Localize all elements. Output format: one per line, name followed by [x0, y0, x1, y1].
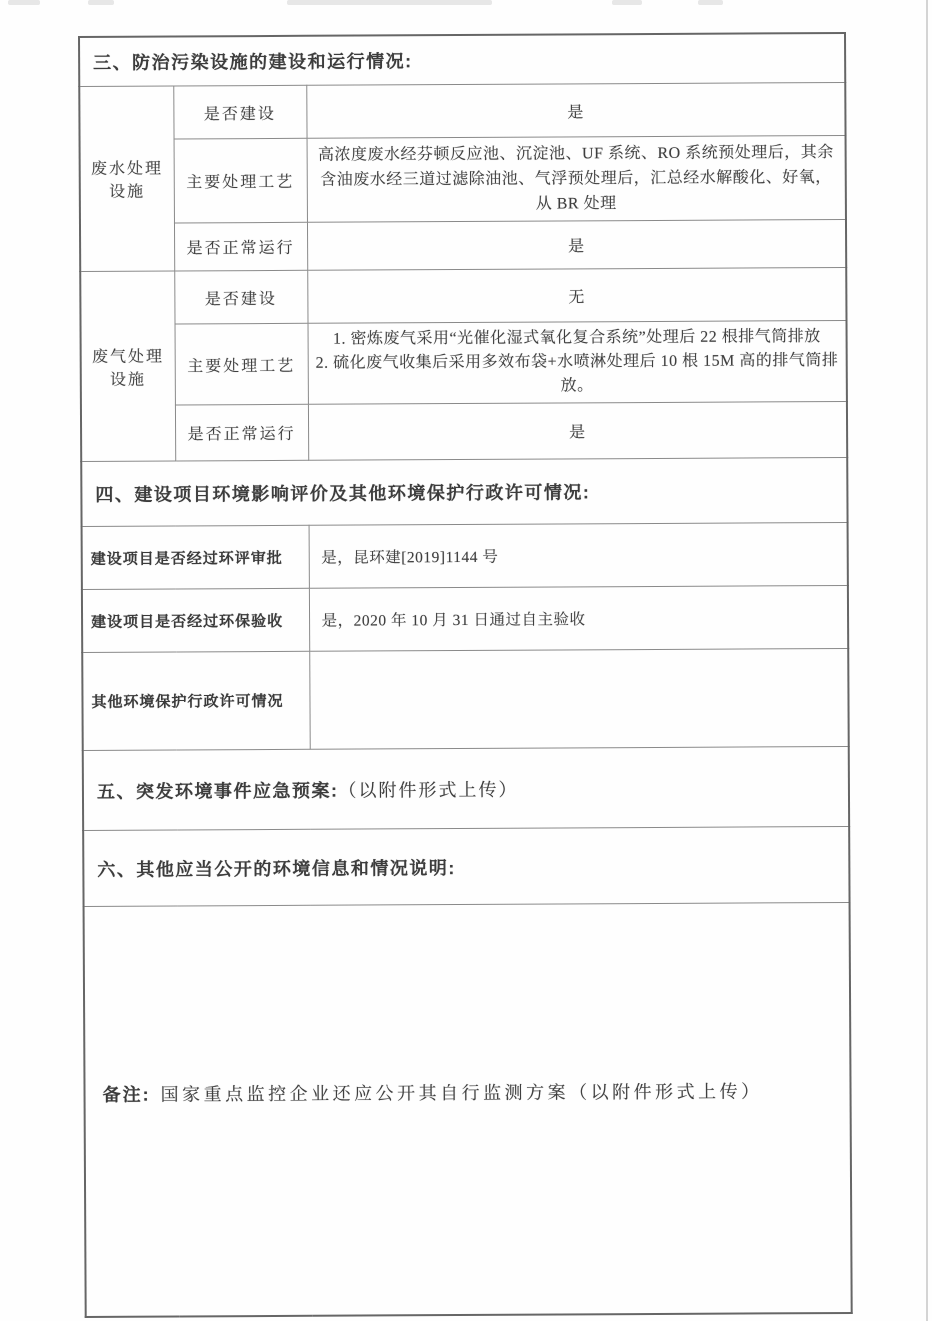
scan-artifact: [698, 0, 723, 5]
remark-label: 备注:: [102, 1084, 151, 1105]
wastewater-group-label: 废水处理设施: [79, 86, 174, 271]
wastewater-built-label: 是否建设: [173, 85, 306, 139]
scan-artifact: [612, 0, 642, 5]
gas-built-value: 无: [307, 267, 846, 323]
remark-row: [84, 902, 852, 1317]
wastewater-built-row: [79, 82, 845, 139]
form-sheet: [78, 32, 851, 1318]
gas-built-row: [80, 267, 846, 324]
eia-approval-label: 建设项目是否经过环评审批: [82, 525, 309, 589]
section3-title: 三、防治污染设施的建设和运行情况:: [79, 33, 845, 87]
remark-text: 国家重点监控企业还应公开其自行监测方案（以附件形式上传）: [160, 1080, 763, 1105]
section3-header-row: [79, 33, 845, 87]
section6-header-row: [83, 826, 849, 906]
other-permits-value: [309, 648, 849, 749]
section4-header-row: [81, 457, 847, 526]
gas-process-line-1: 1. 密炼废气采用“光催化湿式氧化复合系统”处理后 22 根排气筒排放: [332, 328, 821, 348]
section5-header-row: [83, 746, 849, 830]
eia-approval-row: [82, 522, 848, 589]
scan-artifact: [88, 0, 114, 5]
other-permits-row: [82, 648, 849, 750]
remark-line: [102, 1077, 849, 1107]
scan-edge-shadow: [926, 0, 928, 1321]
wastewater-process-label: 主要处理工艺: [174, 138, 307, 223]
section6-title: 六、其他应当公开的环境信息和情况说明:: [83, 826, 849, 906]
acceptance-value: 是，2020 年 10 月 31 日通过自主验收: [309, 585, 848, 651]
section5-note: （以附件形式上传）: [338, 779, 519, 801]
gas-process-label: 主要处理工艺: [175, 323, 308, 405]
gas-running-value: 是: [308, 401, 847, 460]
wastewater-running-label: 是否正常运行: [174, 222, 307, 271]
wastewater-process-row: [80, 135, 846, 223]
acceptance-label: 建设项目是否经过环保验收: [82, 588, 309, 652]
wastewater-running-row: [80, 219, 846, 271]
other-permits-label: 其他环境保护行政许可情况: [82, 651, 310, 750]
gas-running-row: [81, 401, 847, 461]
section4-title: 四、建设项目环境影响评价及其他环境保护行政许可情况:: [81, 457, 847, 526]
disclosure-form-table: [78, 32, 853, 1318]
gas-process-row: [81, 320, 847, 405]
wastewater-running-value: 是: [307, 219, 846, 270]
eia-approval-value: 是，昆环建[2019]1144 号: [309, 522, 848, 588]
scan-artifact: [287, 0, 492, 5]
gas-group-label: 废气处理设施: [80, 271, 175, 461]
wastewater-built-value: 是: [306, 82, 845, 138]
section5-title: 五、突发环境事件应急预案:: [96, 780, 339, 802]
gas-process-line-2: 2. 硫化废气收集后采用多效布袋+水喷淋处理后 10 根 15M 高的排气筒排放。: [315, 352, 839, 395]
acceptance-row: [82, 585, 848, 652]
gas-running-label: 是否正常运行: [175, 404, 308, 461]
gas-built-label: 是否建设: [174, 270, 307, 324]
scan-artifact: [8, 0, 40, 5]
wastewater-process-value: 高浓度废水经芬顿反应池、沉淀池、UF 系统、RO 系统预处理后，其余含油废水经三道过滤除油池、气浮预处理后，汇总经水解酸化、好氧，从 BR 处理: [307, 135, 846, 222]
